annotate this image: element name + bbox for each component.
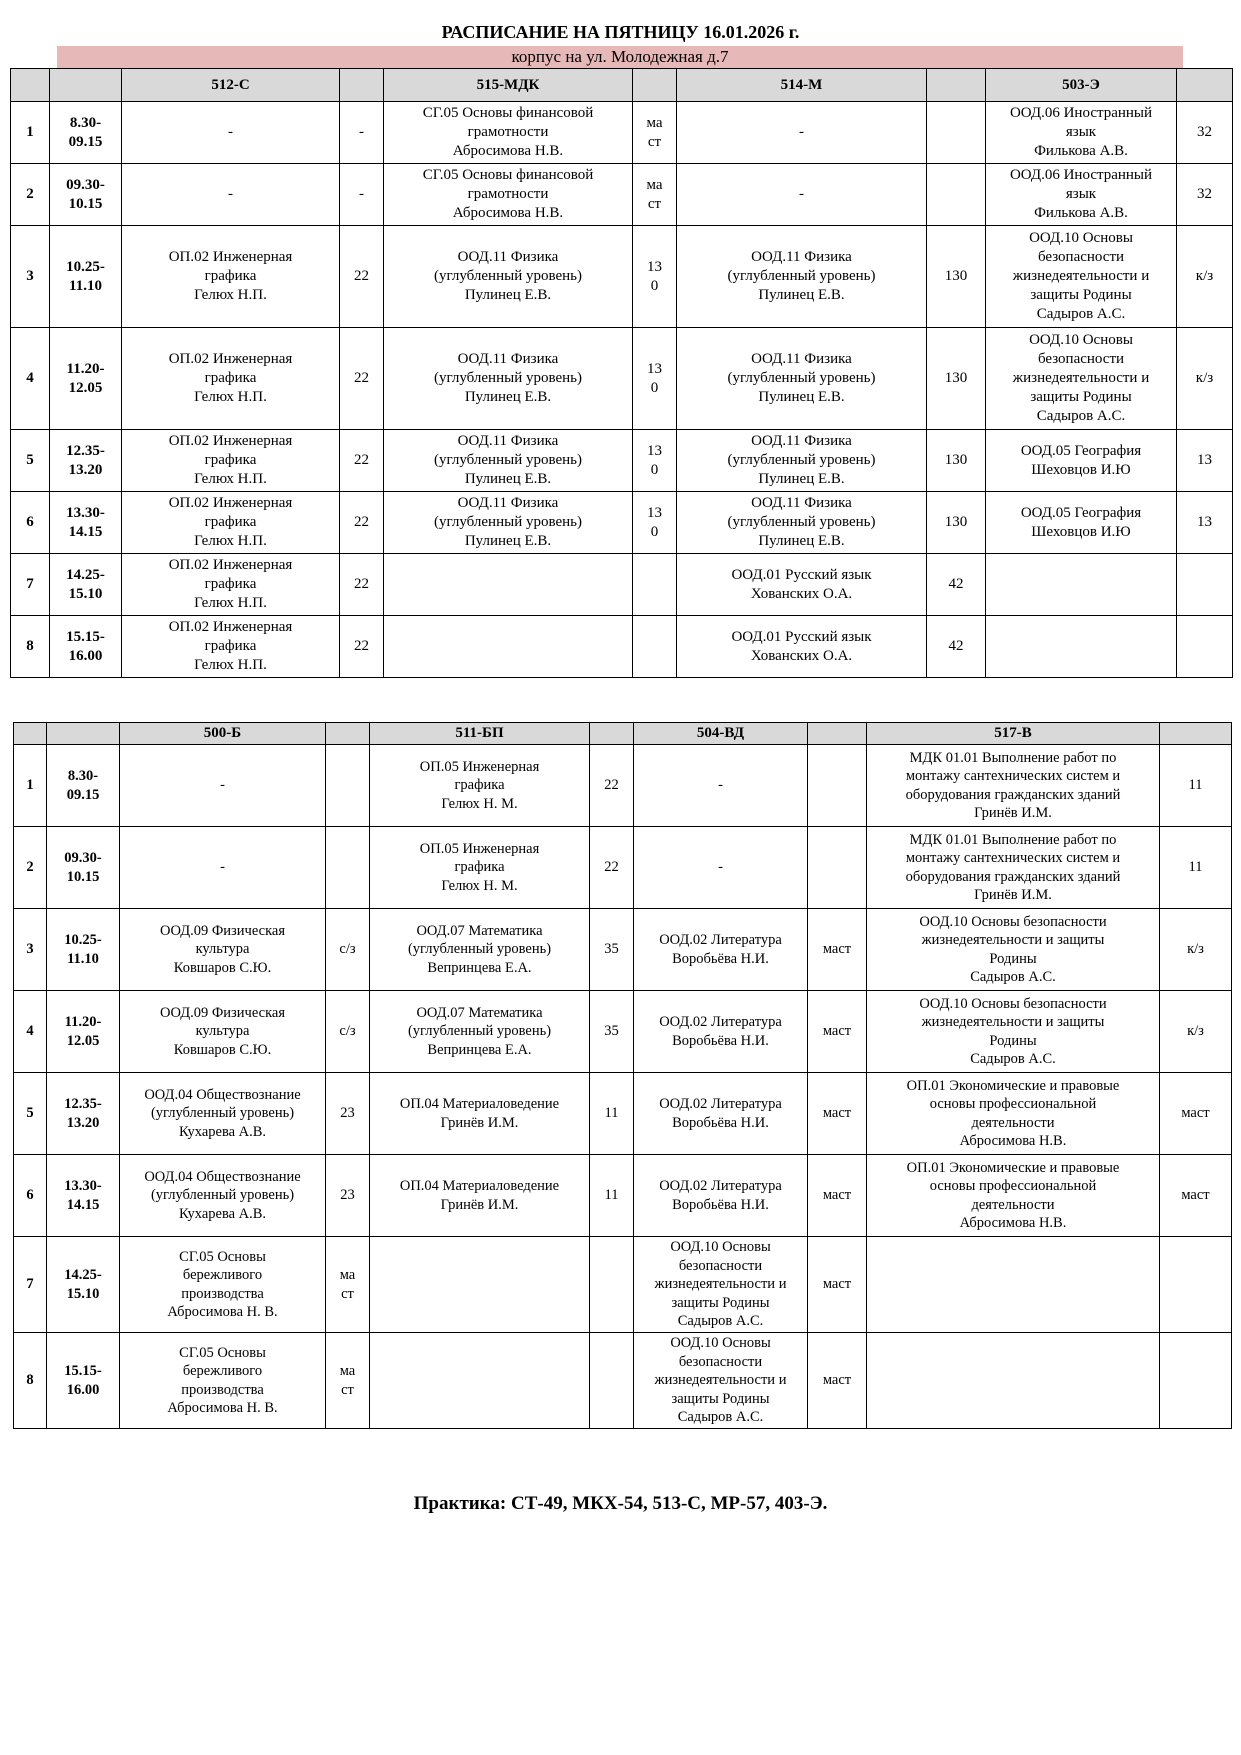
room-cell: 35: [590, 909, 634, 991]
room-cell: 22: [340, 226, 384, 328]
subject-cell: ООД.11 Физика (углубленный уровень) Пулинец Е.В.: [384, 430, 633, 492]
room-cell: [1177, 616, 1233, 678]
lesson-time: 14.25- 15.10: [50, 554, 122, 616]
room-cell: к/з: [1177, 226, 1233, 328]
lesson-time: 12.35- 13.20: [47, 1073, 120, 1155]
lesson-time: 11.20- 12.05: [50, 328, 122, 430]
room-cell: 130: [927, 430, 986, 492]
room-cell: [590, 1333, 634, 1429]
room-cell: 13 0: [633, 492, 677, 554]
table-row: [14, 1237, 1232, 1333]
subject-cell: -: [122, 164, 340, 226]
lesson-time: 09.30- 10.15: [47, 827, 120, 909]
subject-cell: ОП.02 Инженерная графика Гелюх Н.П.: [122, 616, 340, 678]
room-cell: [927, 164, 986, 226]
room-cell: с/з: [326, 991, 370, 1073]
subject-cell: ООД.02 Литература Воробьёва Н.И.: [634, 991, 808, 1073]
subject-cell: ОП.05 Инженерная графика Гелюх Н. М.: [370, 745, 590, 827]
schedule-table-1: [10, 68, 1233, 678]
subject-cell: ООД.05 География Шеховцов И.Ю: [986, 492, 1177, 554]
subject-cell: ООД.10 Основы безопасности жизнедеятельности и защиты Родины Садыров А.С.: [634, 1237, 808, 1333]
subject-cell: ОП.04 Материаловедение Гринёв И.М.: [370, 1155, 590, 1237]
room-cell: 42: [927, 616, 986, 678]
room-cell: маст: [808, 991, 867, 1073]
room-cell: -: [340, 164, 384, 226]
subject-cell: ООД.06 Иностранный язык Филькова А.В.: [986, 102, 1177, 164]
lesson-number: 8: [14, 1333, 47, 1429]
lesson-time: 8.30- 09.15: [47, 745, 120, 827]
table-row: [11, 554, 1233, 616]
room-cell: 130: [927, 226, 986, 328]
subject-cell: ООД.02 Литература Воробьёва Н.И.: [634, 909, 808, 991]
room-cell: 13 0: [633, 226, 677, 328]
room-cell: [326, 745, 370, 827]
lesson-number: 3: [14, 909, 47, 991]
lesson-number: 8: [11, 616, 50, 678]
subject-cell: ОП.02 Инженерная графика Гелюх Н.П.: [122, 492, 340, 554]
lesson-number: 7: [11, 554, 50, 616]
room-cell: с/з: [326, 909, 370, 991]
header-empty: [927, 69, 986, 102]
header-empty: [11, 69, 50, 102]
header-empty: [340, 69, 384, 102]
room-cell: [927, 102, 986, 164]
room-cell: маст: [808, 909, 867, 991]
table-row: [14, 1073, 1232, 1155]
subject-cell: ОП.05 Инженерная графика Гелюх Н. М.: [370, 827, 590, 909]
subject-cell: ОП.02 Инженерная графика Гелюх Н.П.: [122, 430, 340, 492]
lesson-number: 1: [11, 102, 50, 164]
room-cell: маст: [808, 1155, 867, 1237]
room-cell: -: [340, 102, 384, 164]
room-cell: 23: [326, 1155, 370, 1237]
table-row: [11, 102, 1233, 164]
lesson-number: 2: [14, 827, 47, 909]
lesson-time: 8.30- 09.15: [50, 102, 122, 164]
subject-cell: СГ.05 Основы бережливого производства Абросимова Н. В.: [120, 1333, 326, 1429]
subject-cell: ОП.01 Экономические и правовые основы профессиональной деятельности Абросимова Н.В.: [867, 1073, 1160, 1155]
room-cell: ма ст: [326, 1333, 370, 1429]
header-empty: [1177, 69, 1233, 102]
room-cell: 13 0: [633, 328, 677, 430]
subject-cell: ООД.11 Физика (углубленный уровень) Пулинец Е.В.: [677, 226, 927, 328]
room-cell: 22: [340, 616, 384, 678]
room-cell: маст: [808, 1237, 867, 1333]
room-cell: 11: [1160, 827, 1232, 909]
lesson-number: 6: [14, 1155, 47, 1237]
subject-cell: -: [634, 827, 808, 909]
table-row: [14, 1155, 1232, 1237]
lesson-time: 15.15- 16.00: [47, 1333, 120, 1429]
subject-cell: ОП.04 Материаловедение Гринёв И.М.: [370, 1073, 590, 1155]
lesson-number: 2: [11, 164, 50, 226]
room-cell: ма ст: [633, 102, 677, 164]
header-empty: [590, 723, 634, 745]
table-header-row: [11, 69, 1233, 102]
subject-cell: [986, 616, 1177, 678]
subject-cell: ООД.11 Физика (углубленный уровень) Пулинец Е.В.: [384, 328, 633, 430]
room-cell: маст: [1160, 1155, 1232, 1237]
table-row: [11, 430, 1233, 492]
room-cell: [1177, 554, 1233, 616]
subject-cell: ООД.11 Физика (углубленный уровень) Пулинец Е.В.: [384, 226, 633, 328]
table-header-row: [14, 723, 1232, 745]
room-cell: 22: [340, 430, 384, 492]
group-header: 511-БП: [370, 723, 590, 745]
room-cell: 11: [590, 1155, 634, 1237]
subject-cell: ООД.10 Основы безопасности жизнедеятельности и защиты Родины Садыров А.С.: [867, 909, 1160, 991]
subject-cell: -: [120, 745, 326, 827]
room-cell: 32: [1177, 102, 1233, 164]
subject-cell: ООД.10 Основы безопасности жизнедеятельности и защиты Родины Садыров А.С.: [634, 1333, 808, 1429]
lesson-number: 3: [11, 226, 50, 328]
subject-cell: -: [634, 745, 808, 827]
room-cell: маст: [808, 1073, 867, 1155]
room-cell: 130: [927, 328, 986, 430]
table-row: [14, 991, 1232, 1073]
subject-cell: ООД.07 Математика (углубленный уровень) Вепринцева Е.А.: [370, 991, 590, 1073]
room-cell: 11: [590, 1073, 634, 1155]
subject-cell: ООД.10 Основы безопасности жизнедеятельности и защиты Родины Садыров А.С.: [867, 991, 1160, 1073]
table-row: [14, 1333, 1232, 1429]
lesson-time: 09.30- 10.15: [50, 164, 122, 226]
group-header: 504-ВД: [634, 723, 808, 745]
group-header: 515-МДК: [384, 69, 633, 102]
lesson-number: 5: [14, 1073, 47, 1155]
subject-cell: ОП.01 Экономические и правовые основы профессиональной деятельности Абросимова Н.В.: [867, 1155, 1160, 1237]
header-empty: [808, 723, 867, 745]
table-row: [11, 492, 1233, 554]
subject-cell: ООД.11 Физика (углубленный уровень) Пулинец Е.В.: [677, 430, 927, 492]
table-row: [11, 226, 1233, 328]
room-cell: ма ст: [633, 164, 677, 226]
room-cell: [1160, 1237, 1232, 1333]
table-row: [11, 328, 1233, 430]
subject-cell: МДК 01.01 Выполнение работ по монтажу сантехнических систем и оборудования гражданских зданий Гринёв И.М.: [867, 827, 1160, 909]
room-cell: 13 0: [633, 430, 677, 492]
lesson-number: 4: [14, 991, 47, 1073]
room-cell: ма ст: [326, 1237, 370, 1333]
subject-cell: [867, 1333, 1160, 1429]
room-cell: 32: [1177, 164, 1233, 226]
room-cell: 22: [590, 827, 634, 909]
subject-cell: [370, 1333, 590, 1429]
lesson-time: 13.30- 14.15: [47, 1155, 120, 1237]
lesson-time: 13.30- 14.15: [50, 492, 122, 554]
subject-cell: ООД.09 Физическая культура Ковшаров С.Ю.: [120, 909, 326, 991]
table-row: [11, 164, 1233, 226]
room-cell: 42: [927, 554, 986, 616]
subject-cell: [384, 554, 633, 616]
table-row: [14, 745, 1232, 827]
group-header: 512-С: [122, 69, 340, 102]
room-cell: 23: [326, 1073, 370, 1155]
subject-cell: СГ.05 Основы финансовой грамотности Абросимова Н.В.: [384, 102, 633, 164]
group-header: 514-М: [677, 69, 927, 102]
lesson-time: 15.15- 16.00: [50, 616, 122, 678]
table-row: [14, 909, 1232, 991]
room-cell: 22: [340, 554, 384, 616]
room-cell: маст: [1160, 1073, 1232, 1155]
subject-cell: ООД.02 Литература Воробьёва Н.И.: [634, 1155, 808, 1237]
lesson-number: 1: [14, 745, 47, 827]
page-title: РАСПИСАНИЕ НА ПЯТНИЦУ 16.01.2026 г.: [441, 22, 800, 42]
subject-cell: ООД.04 Обществознание (углубленный уровень) Кухарева А.В.: [120, 1155, 326, 1237]
subject-cell: ООД.05 География Шеховцов И.Ю: [986, 430, 1177, 492]
subject-cell: ООД.09 Физическая культура Ковшаров С.Ю.: [120, 991, 326, 1073]
room-cell: 22: [340, 328, 384, 430]
subject-cell: ООД.11 Физика (углубленный уровень) Пулинец Е.В.: [677, 492, 927, 554]
subject-cell: ОП.02 Инженерная графика Гелюх Н.П.: [122, 554, 340, 616]
lesson-time: 10.25- 11.10: [47, 909, 120, 991]
subject-cell: ООД.01 Русский язык Хованских О.А.: [677, 616, 927, 678]
room-cell: [633, 616, 677, 678]
room-cell: 22: [340, 492, 384, 554]
header-empty: [14, 723, 47, 745]
lesson-number: 6: [11, 492, 50, 554]
group-header: 517-В: [867, 723, 1160, 745]
header-empty: [633, 69, 677, 102]
header-empty: [47, 723, 120, 745]
subject-cell: ООД.10 Основы безопасности жизнедеятельности и защиты Родины Садыров А.С.: [986, 226, 1177, 328]
room-cell: [590, 1237, 634, 1333]
room-cell: маст: [808, 1333, 867, 1429]
room-cell: 22: [590, 745, 634, 827]
room-cell: 13: [1177, 430, 1233, 492]
subject-cell: ООД.06 Иностранный язык Филькова А.В.: [986, 164, 1177, 226]
subject-cell: [370, 1237, 590, 1333]
subject-cell: [867, 1237, 1160, 1333]
subject-cell: [384, 616, 633, 678]
header-empty: [1160, 723, 1232, 745]
subject-cell: ООД.11 Физика (углубленный уровень) Пулинец Е.В.: [677, 328, 927, 430]
room-cell: 11: [1160, 745, 1232, 827]
subject-cell: ОП.02 Инженерная графика Гелюх Н.П.: [122, 328, 340, 430]
room-cell: 35: [590, 991, 634, 1073]
subject-cell: [986, 554, 1177, 616]
room-cell: [1160, 1333, 1232, 1429]
subject-cell: -: [122, 102, 340, 164]
lesson-number: 4: [11, 328, 50, 430]
subject-cell: ООД.04 Обществознание (углубленный уровень) Кухарева А.В.: [120, 1073, 326, 1155]
lesson-time: 14.25- 15.10: [47, 1237, 120, 1333]
schedule-table-2: [13, 722, 1232, 1429]
lesson-number: 5: [11, 430, 50, 492]
subject-cell: ООД.02 Литература Воробьёва Н.И.: [634, 1073, 808, 1155]
lesson-time: 12.35- 13.20: [50, 430, 122, 492]
subject-cell: МДК 01.01 Выполнение работ по монтажу сантехнических систем и оборудования гражданских зданий Гринёв И.М.: [867, 745, 1160, 827]
subject-cell: -: [677, 164, 927, 226]
lesson-time: 11.20- 12.05: [47, 991, 120, 1073]
subject-cell: СГ.05 Основы бережливого производства Абросимова Н. В.: [120, 1237, 326, 1333]
header-empty: [326, 723, 370, 745]
subject-cell: -: [120, 827, 326, 909]
subject-cell: -: [677, 102, 927, 164]
building-subtitle: корпус на ул. Молодежная д.7: [57, 46, 1183, 68]
header-empty: [50, 69, 122, 102]
room-cell: [633, 554, 677, 616]
subject-cell: ООД.07 Математика (углубленный уровень) Вепринцева Е.А.: [370, 909, 590, 991]
room-cell: 13: [1177, 492, 1233, 554]
room-cell: [326, 827, 370, 909]
subject-cell: ОП.02 Инженерная графика Гелюх Н.П.: [122, 226, 340, 328]
subject-cell: СГ.05 Основы финансовой грамотности Абросимова Н.В.: [384, 164, 633, 226]
practice-note: Практика: СТ-49, МКХ-54, 513-С, МР-57, 403-Э.: [413, 1493, 828, 1514]
room-cell: к/з: [1177, 328, 1233, 430]
lesson-time: 10.25- 11.10: [50, 226, 122, 328]
table-row: [11, 616, 1233, 678]
subject-cell: ООД.10 Основы безопасности жизнедеятельности и защиты Родины Садыров А.С.: [986, 328, 1177, 430]
table-row: [14, 827, 1232, 909]
subject-cell: ООД.01 Русский язык Хованских О.А.: [677, 554, 927, 616]
group-header: 500-Б: [120, 723, 326, 745]
room-cell: к/з: [1160, 909, 1232, 991]
room-cell: [808, 745, 867, 827]
room-cell: [808, 827, 867, 909]
group-header: 503-Э: [986, 69, 1177, 102]
lesson-number: 7: [14, 1237, 47, 1333]
subject-cell: ООД.11 Физика (углубленный уровень) Пулинец Е.В.: [384, 492, 633, 554]
room-cell: 130: [927, 492, 986, 554]
room-cell: к/з: [1160, 991, 1232, 1073]
